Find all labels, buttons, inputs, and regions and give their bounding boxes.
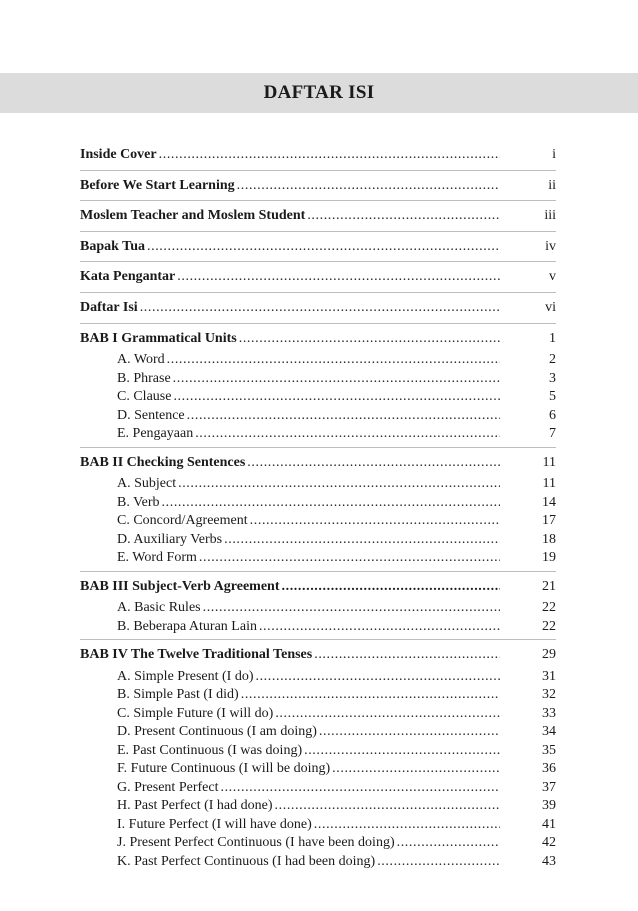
toc-subentry[interactable]	[80, 618, 556, 637]
divider	[80, 292, 556, 293]
toc-subentry[interactable]	[80, 668, 556, 687]
divider	[80, 261, 556, 262]
toc-chapter-page: 21	[542, 578, 556, 594]
divider	[80, 571, 556, 572]
toc-subentry-page: 5	[549, 389, 556, 405]
toc-subentry[interactable]	[80, 531, 556, 550]
dot-leader	[397, 834, 500, 853]
toc-subentry-page: 18	[542, 531, 556, 547]
toc-subentry-label: D. Sentence	[117, 407, 185, 423]
dot-leader	[282, 575, 501, 600]
toc-subentry-label: H. Past Perfect (I had done)	[117, 798, 273, 814]
toc-subentry-label: A. Subject	[117, 476, 177, 492]
toc-subentry-page: 14	[542, 494, 556, 510]
toc-subentry[interactable]	[80, 834, 556, 853]
toc-subentry-label: E. Word Form	[117, 550, 197, 566]
toc-subentry[interactable]	[80, 599, 556, 618]
toc-chapter-entry[interactable]	[80, 643, 556, 668]
toc-entry-label: Kata Pengantar	[80, 269, 176, 285]
dot-leader	[159, 143, 500, 168]
dot-leader	[241, 686, 500, 705]
toc-subentry-label: C. Concord/Agreement	[117, 513, 248, 529]
toc-entry-label: Bapak Tua	[80, 238, 145, 254]
toc-chapter-entry[interactable]	[80, 451, 556, 476]
toc-chapter-page: 29	[542, 647, 556, 663]
dot-leader	[199, 549, 500, 568]
toc-subentry-label: B. Beberapa Aturan Lain	[117, 618, 257, 634]
toc-subentry[interactable]	[80, 475, 556, 494]
toc-subentry-label: B. Simple Past (I did)	[117, 687, 239, 703]
toc-subentry-page: 37	[542, 779, 556, 795]
dot-leader	[239, 327, 500, 352]
toc-subentry[interactable]	[80, 494, 556, 513]
toc-subentry-page: 2	[549, 352, 556, 368]
dot-leader	[203, 599, 500, 618]
toc-entry-label: Daftar Isi	[80, 299, 138, 315]
toc-subentry[interactable]	[80, 723, 556, 742]
toc-chapter-entry[interactable]	[80, 575, 556, 600]
toc-subentry[interactable]	[80, 705, 556, 724]
toc-subentry[interactable]	[80, 742, 556, 761]
chapter-bab-4	[80, 643, 556, 871]
dot-leader	[177, 265, 500, 290]
toc-subentry-label: J. Present Perfect Continuous (I have been doing)	[117, 835, 395, 851]
toc-entry-page: iii	[544, 208, 556, 224]
toc-entry-inside-cover[interactable]	[80, 143, 556, 168]
dot-leader	[259, 618, 500, 637]
toc-subentry[interactable]	[80, 370, 556, 389]
dot-leader	[173, 388, 500, 407]
toc-subentry-page: 7	[549, 426, 556, 442]
toc-subentry[interactable]	[80, 797, 556, 816]
toc-chapter-entry[interactable]	[80, 327, 556, 352]
toc-subentry[interactable]	[80, 512, 556, 531]
toc-subentry[interactable]	[80, 686, 556, 705]
toc-entry-daftar-isi[interactable]	[80, 296, 556, 321]
toc-subentry-page: 43	[542, 853, 556, 869]
divider	[80, 200, 556, 201]
toc-entry-kata-pengantar[interactable]	[80, 265, 556, 290]
dot-leader	[237, 174, 500, 199]
toc-entry-page: iv	[545, 238, 556, 254]
toc-entry-page: vi	[545, 299, 556, 315]
toc-subentry[interactable]	[80, 549, 556, 568]
toc-entry-page: v	[549, 269, 556, 285]
toc-subentry-label: A. Basic Rules	[117, 600, 201, 616]
dot-leader	[167, 351, 500, 370]
dot-leader	[250, 512, 500, 531]
divider	[80, 323, 556, 324]
table-of-contents	[80, 143, 556, 871]
toc-subentry-label: C. Clause	[117, 389, 172, 405]
toc-entry-label: Inside Cover	[80, 147, 157, 162]
toc-subentry[interactable]	[80, 425, 556, 444]
toc-subentry[interactable]	[80, 407, 556, 426]
toc-chapter-label: BAB I Grammatical Units	[80, 330, 237, 346]
chapter-bab-2	[80, 451, 556, 572]
toc-subentry-page: 33	[542, 705, 556, 721]
toc-subentry-label: D. Present Continuous (I am doing)	[117, 724, 317, 740]
dot-leader	[178, 475, 500, 494]
front-matter-list	[80, 143, 556, 324]
toc-subentry-label: K. Past Perfect Continuous (I had been doing)	[117, 853, 376, 869]
toc-entry-before-we-start[interactable]	[80, 174, 556, 199]
toc-chapter-page: 1	[549, 330, 556, 346]
dot-leader	[162, 494, 500, 513]
toc-subentry-page: 41	[542, 816, 556, 832]
dot-leader	[307, 204, 500, 229]
dot-leader	[140, 296, 500, 321]
dot-leader	[247, 451, 500, 476]
divider	[80, 447, 556, 448]
dot-leader	[314, 643, 500, 668]
toc-subentry-page: 36	[542, 761, 556, 777]
toc-subentry-label: E. Pengayaan	[117, 426, 194, 442]
toc-subentry-label: A. Word	[117, 352, 165, 368]
toc-subentry-label: G. Present Perfect	[117, 779, 219, 795]
toc-subentry[interactable]	[80, 816, 556, 835]
chapter-bab-3	[80, 575, 556, 641]
dot-leader	[255, 668, 500, 687]
toc-subentry-page: 39	[542, 798, 556, 814]
toc-subentry-page: 3	[549, 370, 556, 386]
toc-subentry[interactable]	[80, 779, 556, 798]
toc-subentry-label: B. Phrase	[117, 370, 171, 386]
divider	[80, 170, 556, 171]
toc-chapter-label: BAB II Checking Sentences	[80, 454, 246, 470]
chapter-bab-1	[80, 327, 556, 448]
toc-subentry-label: I. Future Perfect (I will have done)	[117, 816, 312, 832]
toc-subentry-label: F. Future Continuous (I will be doing)	[117, 761, 331, 777]
toc-chapter-page: 11	[542, 454, 556, 470]
toc-subentry-label: D. Auxiliary Verbs	[117, 531, 223, 547]
dot-leader	[147, 235, 500, 260]
dot-leader	[319, 723, 500, 742]
toc-subentry[interactable]	[80, 853, 556, 872]
toc-subentry-label: A. Simple Present (I do)	[117, 668, 254, 684]
toc-subentry-page: 22	[542, 600, 556, 616]
toc-subentry-page: 31	[542, 668, 556, 684]
toc-subentry-page: 6	[549, 407, 556, 423]
toc-subentry[interactable]	[80, 351, 556, 370]
toc-entry-bapak-tua[interactable]	[80, 235, 556, 260]
toc-subentry[interactable]	[80, 760, 556, 779]
toc-subentry-label: C. Simple Future (I will do)	[117, 705, 274, 721]
toc-subentry-page: 22	[542, 618, 556, 634]
dot-leader	[195, 425, 500, 444]
toc-entry-page: i	[552, 147, 556, 162]
toc-entry-page: ii	[548, 177, 556, 193]
title-band	[0, 73, 638, 113]
dot-leader	[220, 779, 500, 798]
toc-subentry-label: B. Verb	[117, 494, 160, 510]
dot-leader	[304, 742, 500, 761]
toc-chapter-label: BAB IV The Twelve Traditional Tenses	[80, 647, 313, 663]
page-title: DAFTAR ISI	[263, 82, 375, 103]
dot-leader	[275, 705, 500, 724]
toc-subentry-page: 35	[542, 742, 556, 758]
toc-subentry[interactable]	[80, 388, 556, 407]
dot-leader	[224, 531, 500, 550]
dot-leader	[332, 760, 500, 779]
dot-leader	[173, 370, 500, 389]
toc-chapter-label: BAB III Subject-Verb Agreement	[80, 578, 280, 594]
divider	[80, 231, 556, 232]
toc-entry-label: Moslem Teacher and Moslem Student	[80, 208, 306, 224]
toc-entry-label: Before We Start Learning	[80, 177, 235, 193]
toc-subentry-page: 17	[542, 513, 556, 529]
toc-subentry-page: 32	[542, 687, 556, 703]
toc-subentry-page: 42	[542, 835, 556, 851]
dot-leader	[275, 797, 500, 816]
dot-leader	[187, 407, 500, 426]
toc-subentry-page: 19	[542, 550, 556, 566]
dot-leader	[314, 816, 500, 835]
toc-entry-moslem-teacher[interactable]	[80, 204, 556, 229]
toc-subentry-page: 34	[542, 724, 556, 740]
dot-leader	[377, 853, 500, 872]
toc-subentry-page: 11	[542, 476, 556, 492]
toc-subentry-label: E. Past Continuous (I was doing)	[117, 742, 303, 758]
divider	[80, 639, 556, 640]
